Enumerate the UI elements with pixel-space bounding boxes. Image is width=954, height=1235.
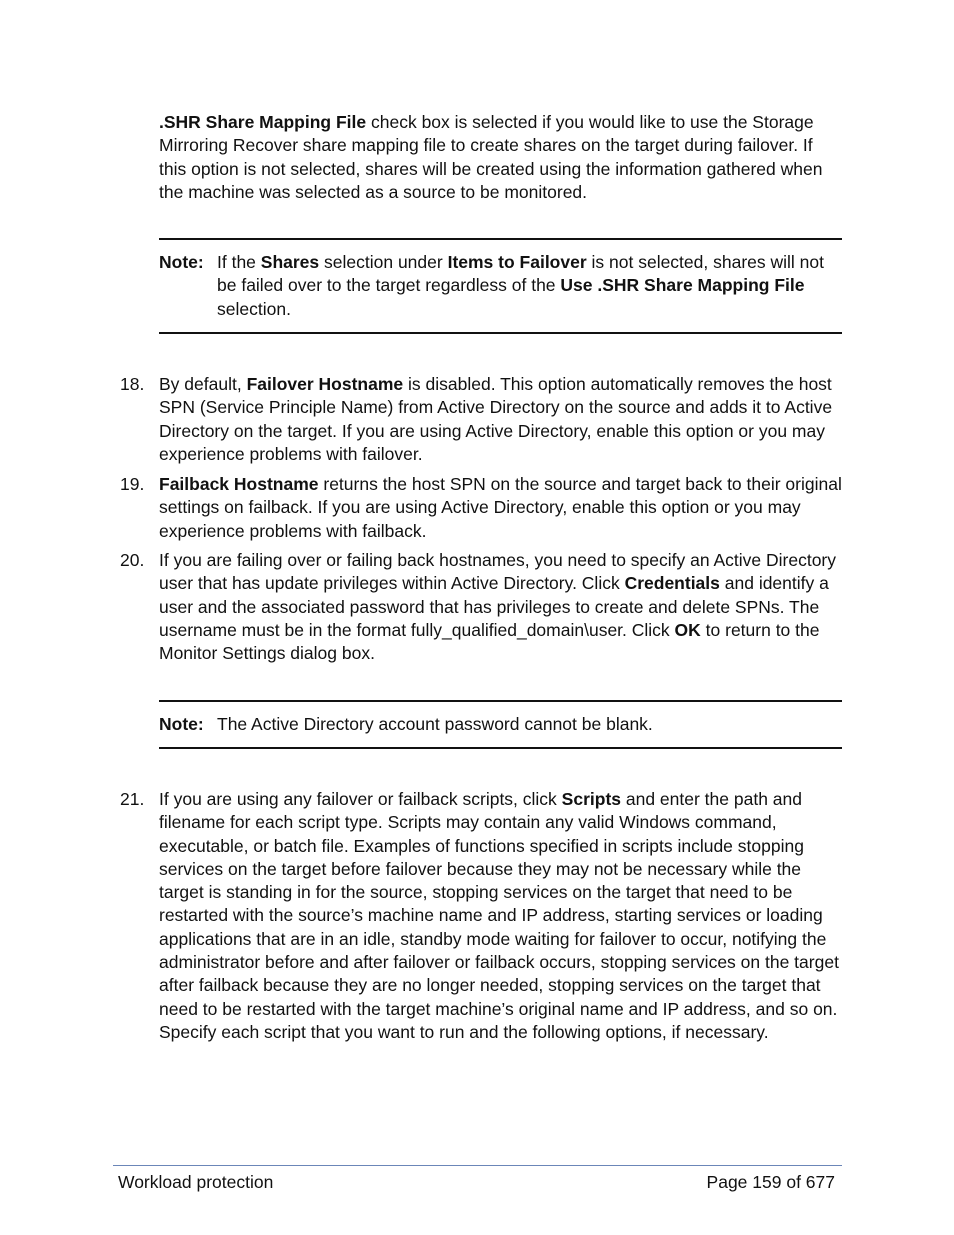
note-box: Note: The Active Directory account password cannot be blank. (159, 700, 842, 749)
list-item: 19. Failback Hostname returns the host SPN on the source and target back to their original settings on failback. If you are using Active Directory, enable this option or you may experience problems with failback. (120, 474, 842, 541)
option-name: .SHR Share Mapping File (159, 112, 367, 132)
page-number: Page 159 of 677 (706, 1172, 835, 1192)
footer-divider (113, 1165, 842, 1166)
list-item: 18. By default, Failover Hostname is disabled. This option automatically removes the host SPN (Service Principle Name) from Active Directory on the source and adds it to Active Directory on the target. If you are using Active Directory, enable this option or you may experience problems with failover. (120, 374, 833, 464)
intro-text: check box is selected if you would like to use the Storage Mirroring Recover share mapping file to create shares on the target during failover. If this option is not selected, shares will be created using the information gathered when the machine was selected as a source to be monitored. (159, 112, 823, 202)
note-label: Note: (159, 714, 204, 734)
list-item: 21. If you are using any failover or failback scripts, click Scripts and enter the path and filename for each script type. Scripts may contain any valid Windows command, executable, or batch file. Examples of functions specified in scripts include stopping services on the target before failover because they may not be necessary while the target is standing in for the source, stopping services on the target that need to be restarted with the source’s machine name and IP address, starting services or loading applications that are in an idle, standby mode waiting for failover to occur, notifying the administrator before and after failover or failback occurs, stopping services on the target after failback because they are no longer needed, stopping services on the target that need to be restarted with the target machine’s original name and IP address, and so on. Specify each script that you want to run and the following options, if necessary. (120, 789, 839, 1042)
note-box: Note: If the Shares selection under Items to Failover is not selected, shares will not be failed over to the target regardless of the Use .SHR Share Mapping File selection. (159, 238, 842, 334)
list-number: 18. (120, 374, 145, 394)
footer-section-title: Workload protection (118, 1172, 274, 1192)
list-number: 19. (120, 474, 145, 494)
list-number: 21. (120, 789, 145, 809)
intro-paragraph (159, 111, 844, 204)
list-item: 20. If you are failing over or failing back hostnames, you need to specify an Active Directory user that has update privileges within Active Directory. Click Credentials and identify a user and the associated password that has privileges to create and delete SPNs. The username must be in the format fully_qualified_domain\user. Click OK to return to the Monitor Settings dialog box. (120, 550, 837, 664)
list-number: 20. (120, 550, 145, 570)
note-label: Note: (159, 252, 204, 272)
